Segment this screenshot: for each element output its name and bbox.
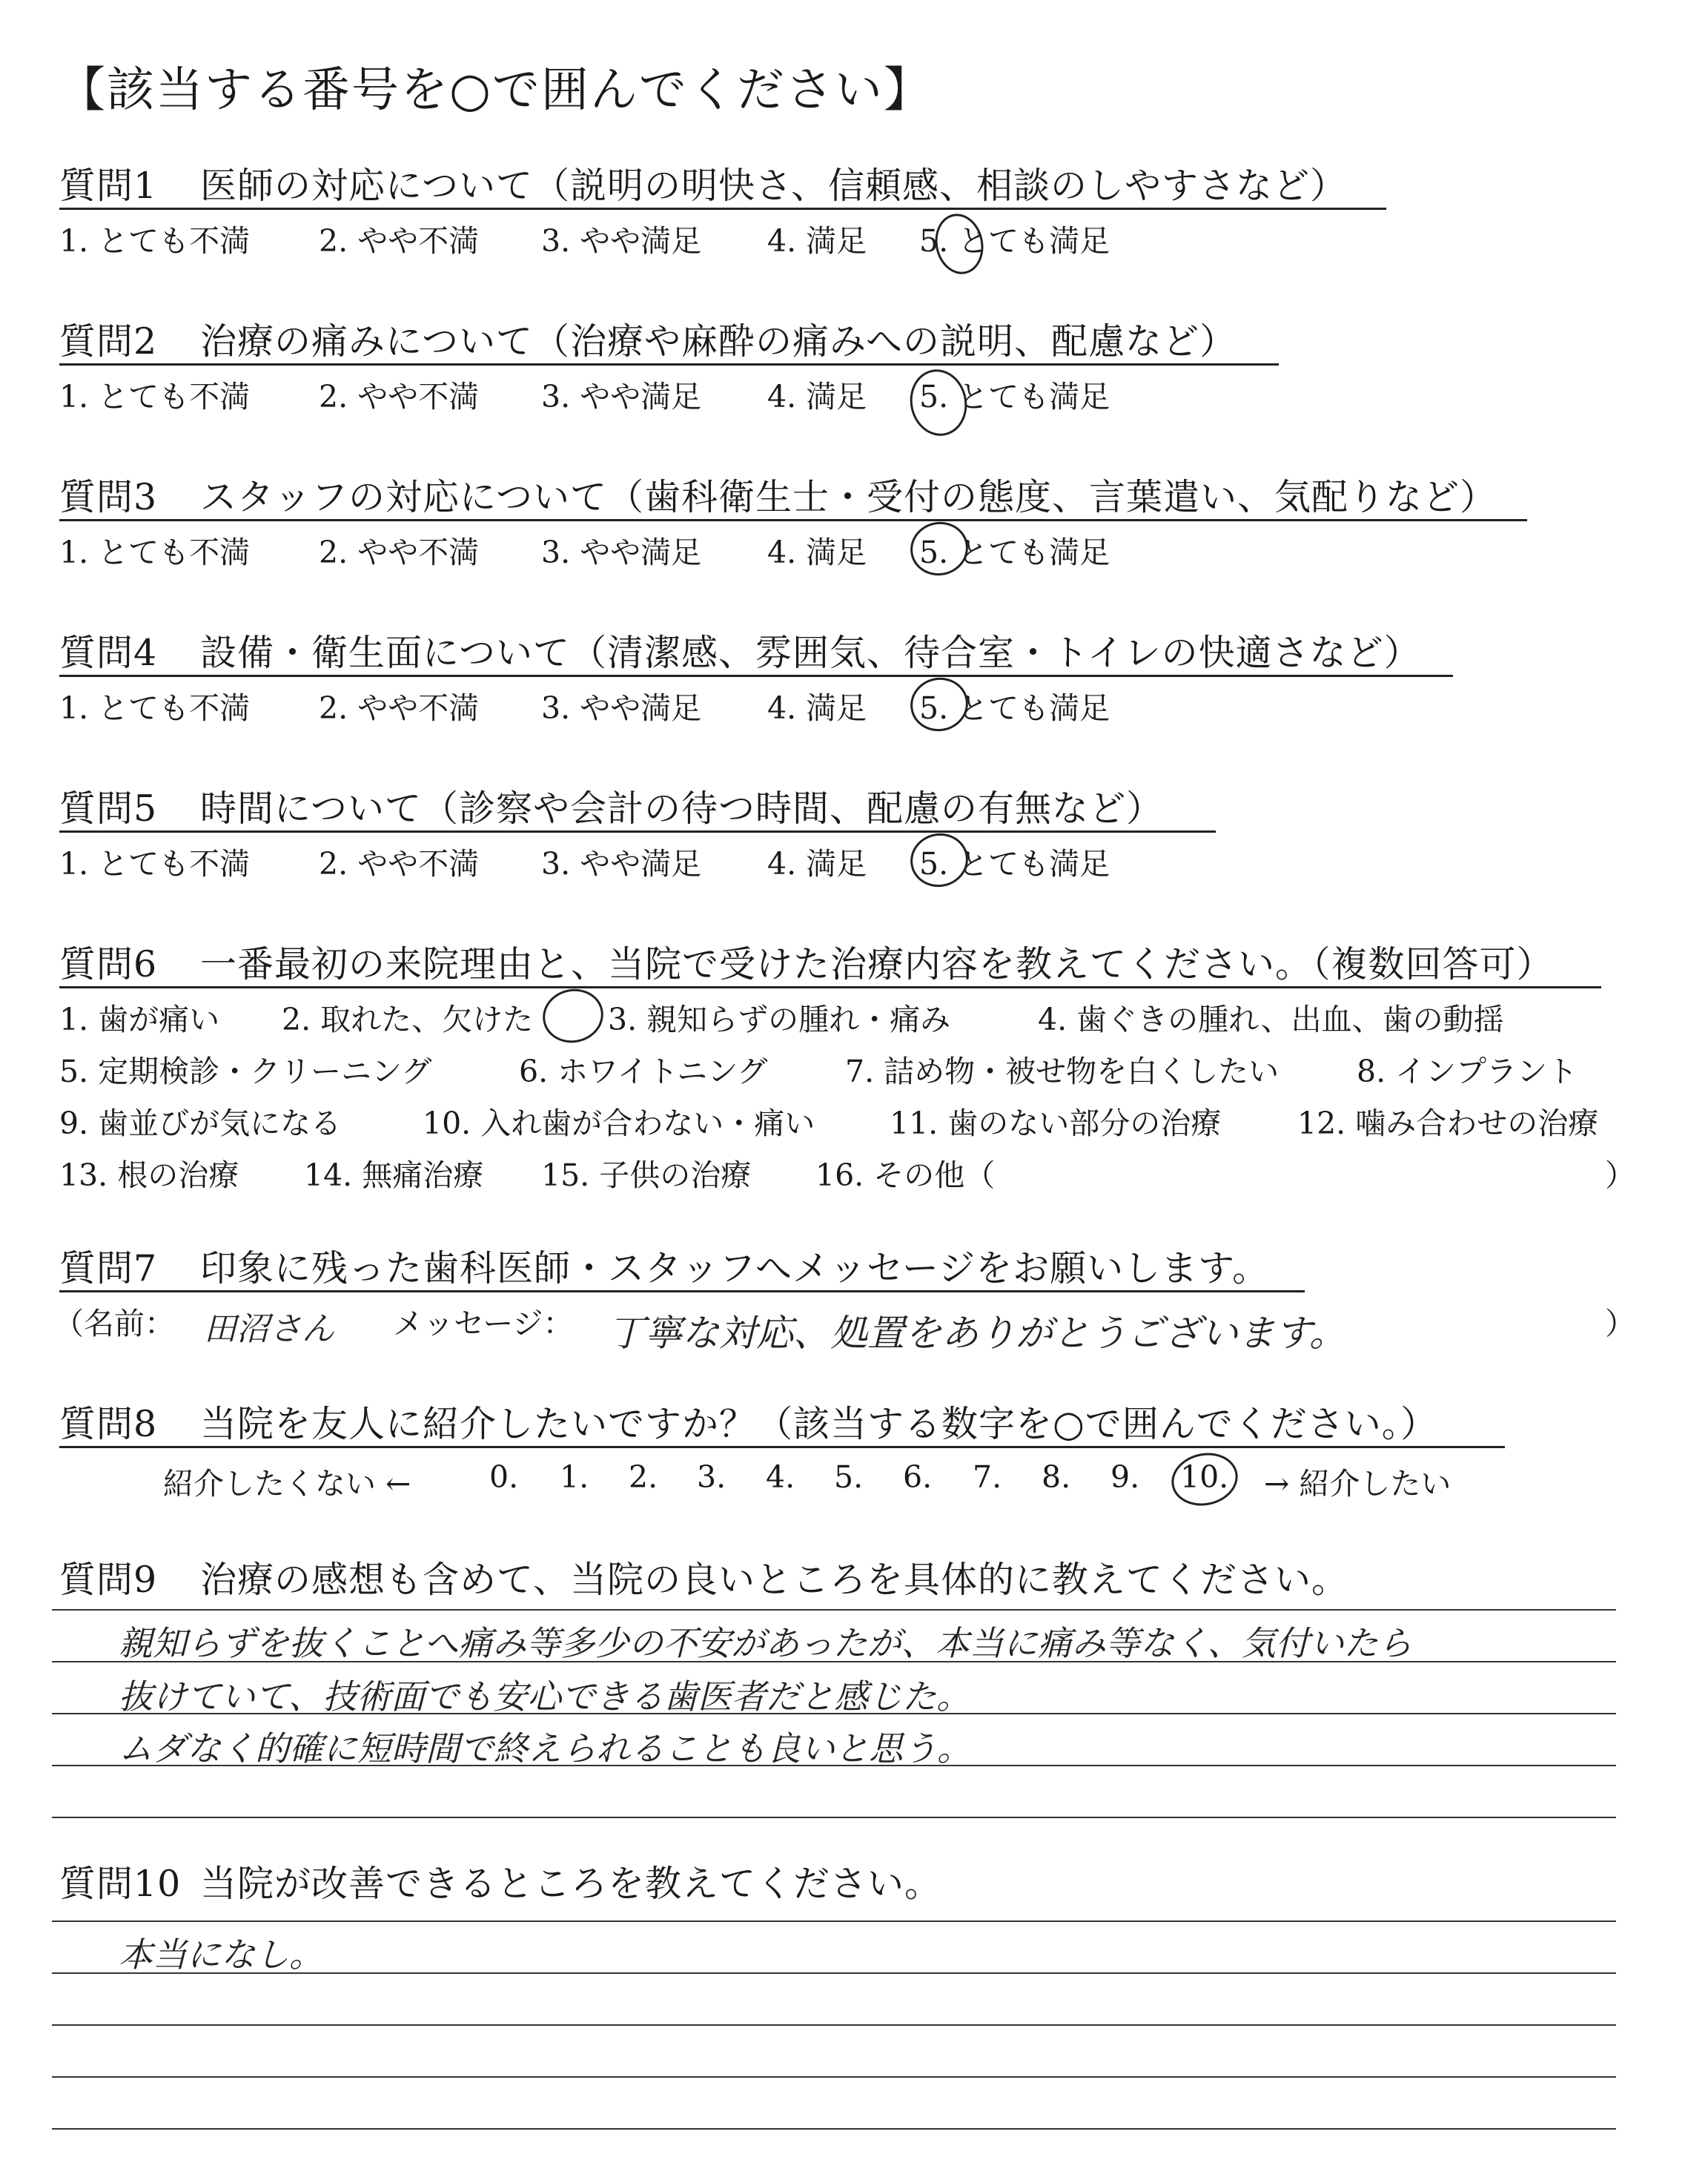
question-number: 質問6 <box>59 943 158 985</box>
scale-value[interactable]: 9. <box>1110 1459 1140 1495</box>
scale-value[interactable]: 8. <box>1042 1459 1071 1495</box>
reason-option[interactable]: 2. 取れた、欠けた <box>282 1002 534 1037</box>
question-number: 質問7 <box>59 1247 158 1289</box>
option-2[interactable]: 2. やや不満 <box>319 223 480 259</box>
question-number: 質問5 <box>59 787 158 830</box>
question-number: 質問4 <box>59 632 158 674</box>
option-3[interactable]: 3. やや満足 <box>541 690 702 726</box>
option-1[interactable]: 1. とても不満 <box>59 690 251 726</box>
reason-option[interactable]: 12. 噛み合わせの治療 <box>1297 1106 1599 1141</box>
option-2[interactable]: 2. やや不満 <box>319 535 480 570</box>
question-heading <box>59 313 1237 365</box>
reason-option[interactable]: 14. 無痛治療 <box>304 1157 484 1193</box>
reason-option[interactable]: 4. 歯ぐきの腫れ、出血、歯の動揺 <box>1038 1002 1504 1037</box>
option-4[interactable]: 4. 満足 <box>767 223 867 259</box>
handwritten-answer-line: ムダなく的確に短時間で終えられることも良いと思う。 <box>119 1728 971 1768</box>
question-heading <box>59 936 1554 988</box>
reason-option[interactable]: 16. その他（ <box>815 1157 996 1193</box>
question-text: 設備・衛生面について（清潔感、雰囲気、待合室・トイレの快適さなど） <box>200 632 1421 674</box>
question-text: 当院が改善できるところを教えてください。 <box>200 1863 942 1905</box>
option-3[interactable]: 3. やや満足 <box>541 223 702 259</box>
message-value[interactable]: 丁寧な対応、処置をありがとうございます。 <box>608 1312 1346 1355</box>
underline <box>59 830 1216 833</box>
reason-option[interactable]: 9. 歯並びが気になる <box>59 1106 342 1141</box>
option-4[interactable]: 4. 満足 <box>767 690 867 726</box>
question-text: 一番最初の来院理由と、当院で受けた治療内容を教えてください。（複数回答可） <box>200 943 1554 985</box>
reason-option[interactable]: 1. 歯が痛い <box>59 1002 220 1037</box>
selection-circle <box>1167 1447 1243 1511</box>
name-label: （名前： <box>53 1306 175 1341</box>
name-value[interactable]: 田沼さん <box>204 1310 334 1348</box>
answer-rule <box>52 2076 1616 2078</box>
close-paren: ） <box>1605 1306 1635 1341</box>
reason-option[interactable]: 11. 歯のない部分の治療 <box>890 1106 1222 1141</box>
close-paren: ） <box>1605 1157 1635 1193</box>
scale-value[interactable]: 5. <box>834 1459 864 1495</box>
question-text: 治療の痛みについて（治療や麻酔の痛みへの説明、配慮など） <box>200 320 1237 363</box>
option-2[interactable]: 2. やや不満 <box>319 690 480 726</box>
selection-circle <box>537 983 608 1048</box>
question-number: 質問3 <box>59 476 158 518</box>
answer-rule <box>52 1609 1616 1611</box>
option-1[interactable]: 1. とても不満 <box>59 535 251 570</box>
reason-option[interactable]: 3. 親知らずの腫れ・痛み <box>608 1002 951 1037</box>
scale-value[interactable]: 10. <box>1180 1459 1229 1495</box>
reason-option[interactable]: 15. 子供の治療 <box>541 1157 752 1193</box>
underline <box>59 1446 1505 1448</box>
scale-value[interactable]: 2. <box>629 1459 658 1495</box>
answer-rule <box>52 2128 1616 2130</box>
option-5[interactable]: 5. とても満足 <box>919 379 1110 415</box>
question-text: 医師の対応について（説明の明快さ、信頼感、相談のしやすさなど） <box>200 165 1348 207</box>
answer-rule <box>52 1920 1616 1922</box>
question-heading <box>59 1855 941 1907</box>
handwritten-answer-line: 親知らずを抜くことへ痛み等多少の不安があったが、本当に痛み等なく、気付いたら <box>119 1623 1412 1663</box>
question-heading <box>59 469 1497 521</box>
question-text: 印象に残った歯科医師・スタッフへメッセージをお願いします。 <box>200 1247 1270 1289</box>
scale-value[interactable]: 3. <box>697 1459 726 1495</box>
question-text: 時間について（診察や会計の待つ時間、配慮の有無など） <box>200 787 1164 830</box>
message-label: メッセージ： <box>393 1306 574 1341</box>
option-4[interactable]: 4. 満足 <box>767 846 867 882</box>
question-heading <box>59 624 1421 676</box>
option-5[interactable]: 5. とても満足 <box>919 846 1110 882</box>
scale-left-label: 紹介したくない ← <box>163 1466 411 1502</box>
reason-option[interactable]: 8. インプラント <box>1357 1054 1578 1089</box>
option-3[interactable]: 3. やや満足 <box>541 379 702 415</box>
option-4[interactable]: 4. 満足 <box>767 535 867 570</box>
handwritten-answer-line: 抜けていて、技術面でも安心できる歯医者だと感じた。 <box>119 1677 971 1717</box>
option-3[interactable]: 3. やや満足 <box>541 535 702 570</box>
option-5[interactable]: 5. とても満足 <box>919 223 1110 259</box>
scale-value[interactable]: 6. <box>903 1459 933 1495</box>
reason-option[interactable]: 6. ホワイトニング <box>519 1054 768 1089</box>
question-heading <box>59 1240 1269 1292</box>
question-heading <box>59 1551 1348 1603</box>
option-1[interactable]: 1. とても不満 <box>59 846 251 882</box>
underline <box>59 675 1453 677</box>
answer-rule <box>52 1817 1616 1818</box>
question-number: 質問10 <box>59 1863 182 1905</box>
scale-value[interactable]: 1. <box>560 1459 589 1495</box>
reason-option[interactable]: 7. 詰め物・被せ物を白くしたい <box>845 1054 1280 1089</box>
underline <box>59 363 1279 366</box>
question-number: 質問2 <box>59 320 158 363</box>
option-2[interactable]: 2. やや不満 <box>319 846 480 882</box>
answer-rule <box>52 2024 1616 2026</box>
option-5[interactable]: 5. とても満足 <box>919 690 1110 726</box>
scale-value[interactable]: 4. <box>766 1459 795 1495</box>
reason-option[interactable]: 10. 入れ歯が合わない・痛い <box>423 1106 815 1141</box>
reason-option[interactable]: 5. 定期検診・クリーニング <box>59 1054 432 1089</box>
scale-right-label: → 紹介したい <box>1264 1466 1452 1502</box>
scale-value[interactable]: 0. <box>489 1459 519 1495</box>
page-title: 【該当する番号を○で囲んでください】 <box>58 63 933 118</box>
question-text: 治療の感想も含めて、当院の良いところを具体的に教えてください。 <box>200 1559 1349 1601</box>
option-1[interactable]: 1. とても不満 <box>59 223 251 259</box>
handwritten-answer-line: 本当になし。 <box>119 1935 323 1975</box>
option-1[interactable]: 1. とても不満 <box>59 379 251 415</box>
underline <box>59 1290 1305 1292</box>
underline <box>59 208 1386 210</box>
option-3[interactable]: 3. やや満足 <box>541 846 702 882</box>
option-5[interactable]: 5. とても満足 <box>919 535 1110 570</box>
question-text: スタッフの対応について（歯科衛生士・受付の態度、言葉遣い、気配りなど） <box>200 476 1497 518</box>
scale-value[interactable]: 7. <box>973 1459 1002 1495</box>
question-heading <box>59 780 1163 832</box>
question-heading <box>59 157 1347 209</box>
question-number: 質問8 <box>59 1403 158 1445</box>
question-heading <box>59 1396 1437 1447</box>
reason-option[interactable]: 13. 根の治療 <box>59 1157 239 1193</box>
question-number: 質問9 <box>59 1559 158 1601</box>
option-4[interactable]: 4. 満足 <box>767 379 867 415</box>
question-text: 当院を友人に紹介したいですか？（該当する数字を○で囲んでください。） <box>200 1403 1438 1445</box>
underline <box>59 519 1527 521</box>
option-2[interactable]: 2. やや不満 <box>319 379 480 415</box>
question-number: 質問1 <box>59 165 158 207</box>
underline <box>59 986 1601 988</box>
